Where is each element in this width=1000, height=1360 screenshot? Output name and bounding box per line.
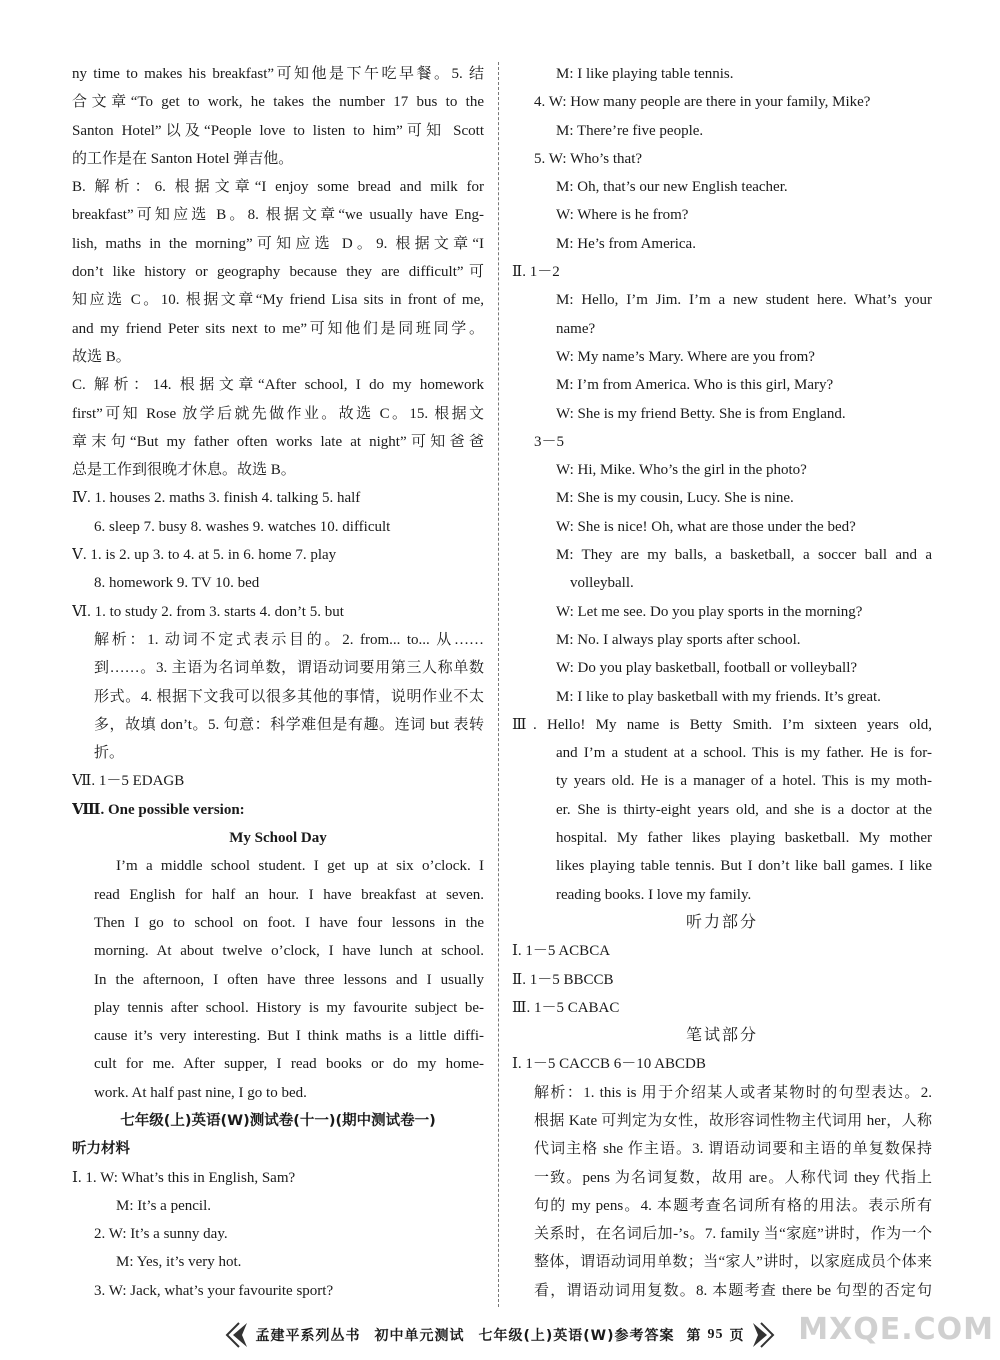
left-column-line: 故选 B。	[72, 348, 131, 365]
left-column-line: morning. At about twelve o’clock, I have lunch at school.	[94, 943, 484, 960]
right-column-line: Ⅱ. 1－5 BBCCB	[512, 971, 614, 988]
right-column-line: volleyball.	[570, 575, 634, 592]
right-column-line: Ⅰ. 1－5 ACBCA	[512, 943, 611, 960]
right-column-line: W: Where is he from?	[556, 207, 689, 224]
right-column-line: 4. W: How many people are there in your family, Mike?	[534, 94, 871, 111]
footer-subject: 七年级(上)英语(W)参考答案	[478, 1328, 675, 1344]
left-column-line: 合文章“To get to work, he takes the number 17 bus to the	[72, 94, 484, 111]
left-column-line: lish, maths in the morning”可知应选 D。9. 根据文章“I	[72, 235, 484, 252]
left-column-line: Ⅴ. 1. is 2. up 3. to 4. at 5. in 6. home 7. play	[72, 547, 337, 564]
right-column-line: 听力部分	[685, 913, 758, 931]
left-column-line: Ⅳ. 1. houses 2. maths 3. finish 4. talking 5. half	[72, 490, 361, 507]
left-column-line: Ⅷ. One possible version:	[72, 801, 245, 818]
right-column-line: W: She is my friend Betty. She is from England.	[556, 405, 846, 422]
right-column-line: 根据 Kate 可判定为女性，故形容词性物主代词用 her，人称	[534, 1112, 932, 1129]
right-column-line: W: Do you play basketball, football or volleyball?	[556, 660, 858, 677]
right-column-line: er. She is thirty-eight years old, and she is a doctor at the	[556, 801, 932, 818]
page-number: 95	[707, 1327, 724, 1342]
right-column-line: W: My name’s Mary. Where are you from?	[556, 348, 815, 365]
left-column-line: 2. W: It’s a sunny day.	[94, 1226, 228, 1243]
left-column	[72, 60, 484, 1305]
right-column-line: 笔试部分	[685, 1027, 758, 1045]
right-column-line: M: Hello, I’m Jim. I’m a new student here. What’s your	[556, 292, 932, 309]
right-column-line: 代词主格 she 作主语。3. 谓语动词要和主语的单复数保持	[534, 1141, 932, 1158]
right-column-line: M: No. I always play sports after school.	[556, 631, 801, 648]
left-column-line: cult for me. After supper, I read books or do my home-	[94, 1056, 484, 1073]
left-column-line: 到……。3. 主语为名词单数，谓语动词要用第三人称单数	[94, 660, 484, 677]
left-column-line: 七年级(上)英语(W)测试卷(十一)(期中测试卷一)	[120, 1112, 436, 1129]
left-column-line: 3. W: Jack, what’s your favourite sport?	[94, 1282, 334, 1299]
left-column-line: breakfast”可知应选 B。8. 根据文章“we usually have Eng-	[72, 207, 484, 224]
right-column-line: hospital. My father likes playing basketball. My mother	[556, 830, 932, 847]
left-column-line: 形式。4. 根据下文我可以很多其他的事情，说明作业不太	[94, 688, 484, 705]
left-column-line: cause it’s very interesting. But I think maths is a little diffi-	[94, 1028, 484, 1045]
right-column	[512, 60, 932, 1305]
left-column-line: ny time to makes his breakfast”可知他是下午吃早餐。5. 结	[72, 66, 484, 82]
left-column-line: 章末句“But my father often works late at night”可知爸爸	[72, 433, 484, 450]
left-column-line: Ⅰ. 1. W: What’s this in English, Sam?	[72, 1169, 296, 1186]
right-column-line: M: I like to play basketball with my friends. It’s great.	[556, 688, 881, 705]
right-column-line: 看，谓语动词用复数。8. 本题考查 there be 句型的否定句	[534, 1282, 932, 1299]
left-column-line: Then I go to school on foot. I have four lessons in the	[94, 914, 484, 931]
right-column-line: likes playing table tennis. But I don’t like ball games. I like	[556, 858, 932, 875]
right-column-line: M: Oh, that’s our new English teacher.	[556, 179, 788, 196]
right-column-line: M: I’m from America. Who is this girl, Mary?	[556, 377, 834, 394]
left-column-line: first”可知 Rose 放学后就先做作业。故选 C。15. 根据文	[72, 405, 484, 422]
right-column-line: M: They are my balls, a basketball, a soccer ball and a	[556, 547, 932, 564]
left-column-line: I’m a middle school student. I get up at six o’clock. I	[116, 858, 484, 875]
right-column-line: Ⅲ. Hello! My name is Betty Smith. I’m sixteen years old,	[512, 716, 932, 733]
footer-series: 孟建平系列丛书	[255, 1328, 361, 1344]
right-column-line: Ⅰ. 1－5 CACCB 6－10 ABCDB	[512, 1056, 706, 1073]
right-column-line: ty years old. He is a manager of a hotel. This is my moth-	[556, 773, 932, 790]
right-column-line: W: Let me see. Do you play sports in the morning?	[556, 603, 863, 620]
left-column-line: 8. homework 9. TV 10. bed	[94, 575, 260, 592]
left-column-line: 知应选 C。10. 根据文章“My friend Lisa sits in front of me,	[72, 292, 484, 309]
right-column-line: 一致。pens 为名词复数，故用 are。人称代词 they 代指上	[534, 1169, 932, 1186]
left-column-line: In the afternoon, I often have three lessons and I usually	[94, 971, 484, 988]
right-column-line: 3－5	[534, 433, 565, 450]
left-column-line: 的工作是在 Santon Hotel 弹吉他。	[72, 150, 294, 167]
left-column-line: 解析：1. 动词不定式表示目的。2. from... to... 从……	[94, 631, 484, 648]
left-column-line: 总是工作到很晚才休息。故选 B。	[72, 462, 296, 479]
right-column-line: and I’m a student at a school. This is my father. He is for-	[556, 745, 932, 762]
right-column-line: name?	[556, 320, 596, 337]
footer-page-suffix: 页	[729, 1328, 745, 1344]
right-column-line: Ⅲ. 1－5 CABAC	[512, 999, 620, 1016]
right-column-line: M: I like playing table tennis.	[556, 66, 734, 82]
left-arrow-icon	[225, 1320, 255, 1350]
left-column-line: C. 解析：14. 根据文章“After school, I do my homework	[72, 377, 484, 394]
right-column-line: W: She is nice! Oh, what are those under the bed?	[556, 518, 856, 535]
right-column-line: M: There’re five people.	[556, 122, 704, 139]
left-column-line: 多，故填 don’t。5. 句意：科学难但是有趣。连词 but 表转	[94, 716, 484, 733]
left-column-line: and my friend Peter sits next to me”可知他们是同班同学。	[72, 320, 484, 337]
right-column-line: 解析：1. this is 用于介绍某人或者某物时的句型表达。2.	[534, 1084, 932, 1101]
column-divider	[498, 62, 499, 1307]
left-column-line: M: Yes, it’s very hot.	[116, 1254, 242, 1271]
left-column-line: 听力材料	[72, 1141, 130, 1158]
left-column-line: read English for half an hour. I have breakfast at seven.	[94, 886, 484, 903]
right-column-line: M: He’s from America.	[556, 235, 696, 252]
left-column-line: don’t like history or geography because they are difficult”可	[72, 264, 484, 281]
footer-page-prefix: 第	[686, 1328, 702, 1344]
right-column-line: W: Hi, Mike. Who’s the girl in the photo?	[556, 462, 807, 479]
left-column-line: Santon Hotel”以及“People love to listen to him”可知 Scott	[72, 122, 484, 139]
left-column-line: Ⅶ. 1－5 EDAGB	[72, 773, 185, 790]
right-column-line: Ⅱ. 1－2	[512, 264, 560, 281]
left-column-line: M: It’s a pencil.	[116, 1197, 211, 1214]
left-column-line: Ⅵ. 1. to study 2. from 3. starts 4. don’t 5. but	[72, 603, 344, 620]
right-column-line: reading books. I love my family.	[556, 886, 752, 903]
left-column-line: work. At half past nine, I go to bed.	[94, 1084, 307, 1101]
right-arrow-icon	[745, 1320, 775, 1350]
right-column-line: 关系时，在名词后加-’s。7. family 当“家庭”讲时，作为一个	[534, 1226, 932, 1243]
footer-book: 初中单元测试	[374, 1328, 465, 1344]
right-column-line: 5. W: Who’s that?	[534, 150, 643, 167]
left-column-line: B. 解析：6. 根据文章“I enjoy some bread and milk for	[72, 179, 484, 196]
left-column-line: play tennis after school. History is my favourite subject be-	[94, 999, 484, 1016]
right-column-line: M: She is my cousin, Lucy. She is nine.	[556, 490, 794, 507]
page-footer	[200, 1319, 800, 1351]
right-column-line: 整体，谓语动词用单数；当“家人”讲时，以家庭成员个体来	[534, 1254, 932, 1271]
right-column-line: 句的 my pens。4. 本题考查名词所有格的用法。表示所有	[534, 1197, 932, 1214]
left-column-line: My School Day	[229, 830, 327, 847]
left-column-line: 6. sleep 7. busy 8. washes 9. watches 10. difficult	[94, 518, 391, 535]
watermark-logo: MXQE.COM	[798, 1312, 994, 1347]
left-column-line: 折。	[94, 745, 125, 762]
